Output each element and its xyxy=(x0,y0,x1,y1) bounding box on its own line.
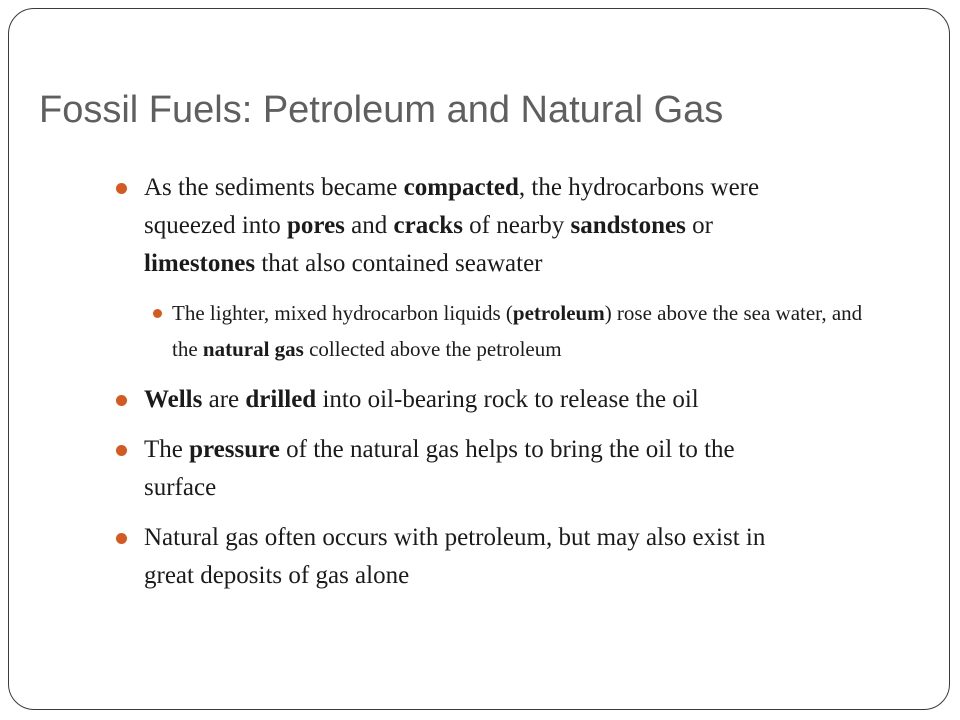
bullet-natural-gas xyxy=(9,519,774,595)
bullet-dot xyxy=(116,533,127,544)
bullet-dot xyxy=(116,183,127,194)
bullet-pressure xyxy=(9,431,774,507)
bullet-compacted xyxy=(9,169,774,283)
sub-bullet-dot xyxy=(153,309,162,318)
bullet-dot xyxy=(116,395,127,406)
sub-bullet-text: The lighter, mixed hydrocarbon liquids (petroleum) rose above the sea water, and the natural gas collected above the petroleum xyxy=(172,301,863,361)
bullet-text: Natural gas often occurs with petroleum, but may also exist in great deposits of gas alone xyxy=(144,524,766,589)
slide-body xyxy=(9,169,909,607)
bullet-text: The pressure of the natural gas helps to bring the oil to the surface xyxy=(144,436,735,501)
bullet-text: As the sediments became compacted, the hydrocarbons were squeezed into pores and cracks of nearby sandstones or limestones that also contained seawater xyxy=(144,174,760,277)
slide-frame xyxy=(8,8,950,710)
bullet-text: Wells are drilled into oil-bearing rock to release the oil xyxy=(144,386,699,413)
bullet-wells xyxy=(9,381,774,419)
slide-title: Fossil Fuels: Petroleum and Natural Gas xyxy=(39,89,724,131)
bullet-dot xyxy=(116,445,127,456)
sub-bullet-petroleum xyxy=(9,295,869,367)
